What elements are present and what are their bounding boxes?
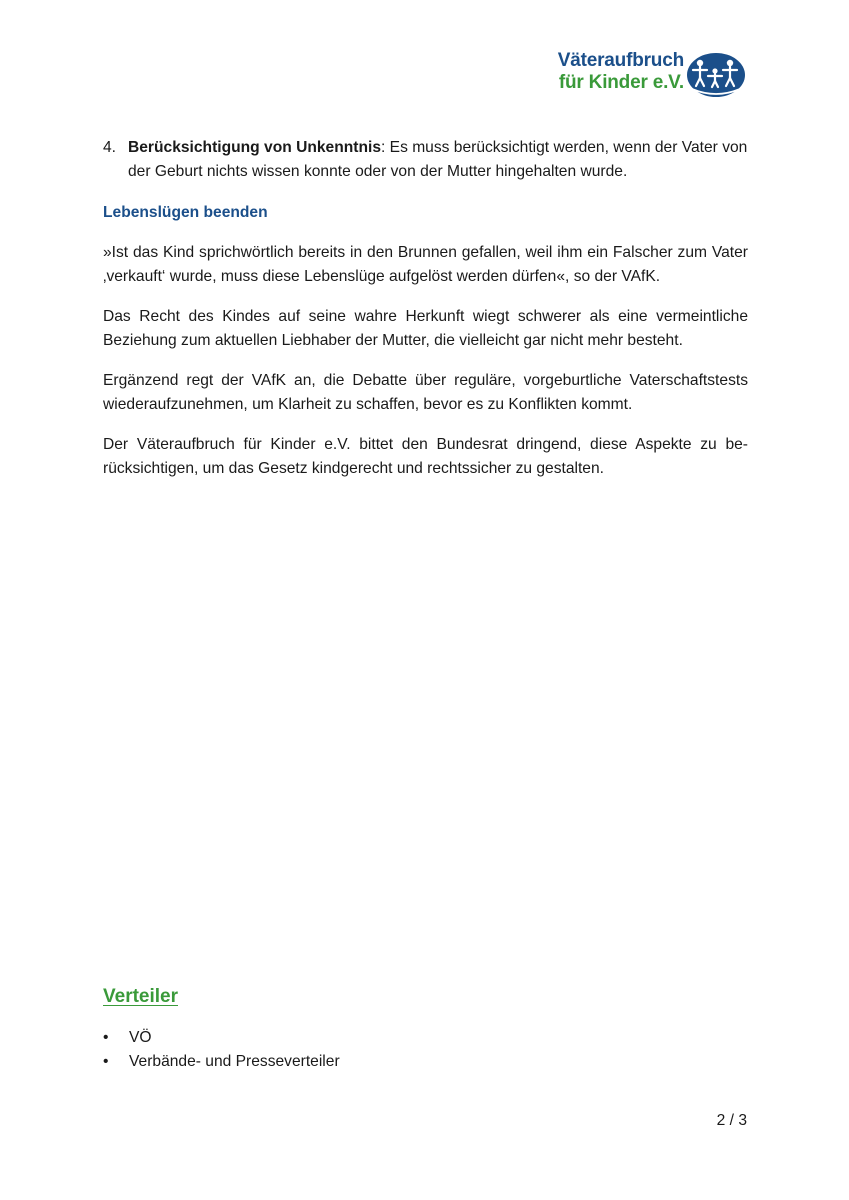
logo-line-1: Väteraufbruch <box>557 50 684 71</box>
section-heading: Lebenslügen beenden <box>103 204 268 221</box>
organization-logo <box>548 50 748 100</box>
logo-line-2: für Kinder e.V. <box>558 72 684 93</box>
paragraph-3: Ergänzend regt der VAfK an, die Debatte über reguläre, vorgeburtliche Vaterschaftstests wiederaufzunehmen, um Klarheit zu schaffen, bevor es zu Konflikten kommt. <box>103 372 748 413</box>
paragraph-4: Der Väteraufbruch für Kinder e.V. bittet den Bundesrat dringend, diese Aspekte zu berücksichtigen, um das Gesetz kindgerecht und rechtssicher zu gestalten. <box>103 436 748 477</box>
family-figures-icon <box>686 51 746 99</box>
paragraph-2: Das Recht des Kindes auf seine wahre Herkunft wiegt schwerer als eine vermeintliche Beziehung zum aktuellen Liebhaber der Mutter, die vielleicht gar nicht mehr besteht. <box>103 308 748 349</box>
logo-wordmark <box>548 50 684 94</box>
item-description: : Es muss berücksichtigt werden, wenn der Vater von der Geburt nichts wissen konnte oder von der Mutter hingehalten wurde. <box>128 139 748 180</box>
item-text <box>128 136 748 184</box>
numbered-item <box>103 136 748 184</box>
paragraph-1: »Ist das Kind sprichwörtlich bereits in den Brunnen gefallen, weil ihm ein Falscher zum Vater ‚verkauft‘ wurde, muss diese Lebenslüge aufgelöst werden dürfen«, so der VAfK. <box>103 244 748 285</box>
list-item-text: Verbände- und Presseverteiler <box>129 1053 340 1070</box>
list-item-text: VÖ <box>129 1029 152 1046</box>
bullet: • <box>103 1029 109 1046</box>
bullet: • <box>103 1053 109 1070</box>
main-content <box>103 136 748 481</box>
page-number: 2 / 3 <box>716 1112 747 1129</box>
item-title: Berücksichtigung von Unkenntnis <box>128 139 381 156</box>
list-item <box>103 1050 340 1074</box>
distribution-heading: Verteiler <box>103 986 178 1007</box>
distribution-list <box>103 1026 340 1074</box>
item-number: 4. <box>103 139 117 156</box>
list-item <box>103 1026 340 1050</box>
